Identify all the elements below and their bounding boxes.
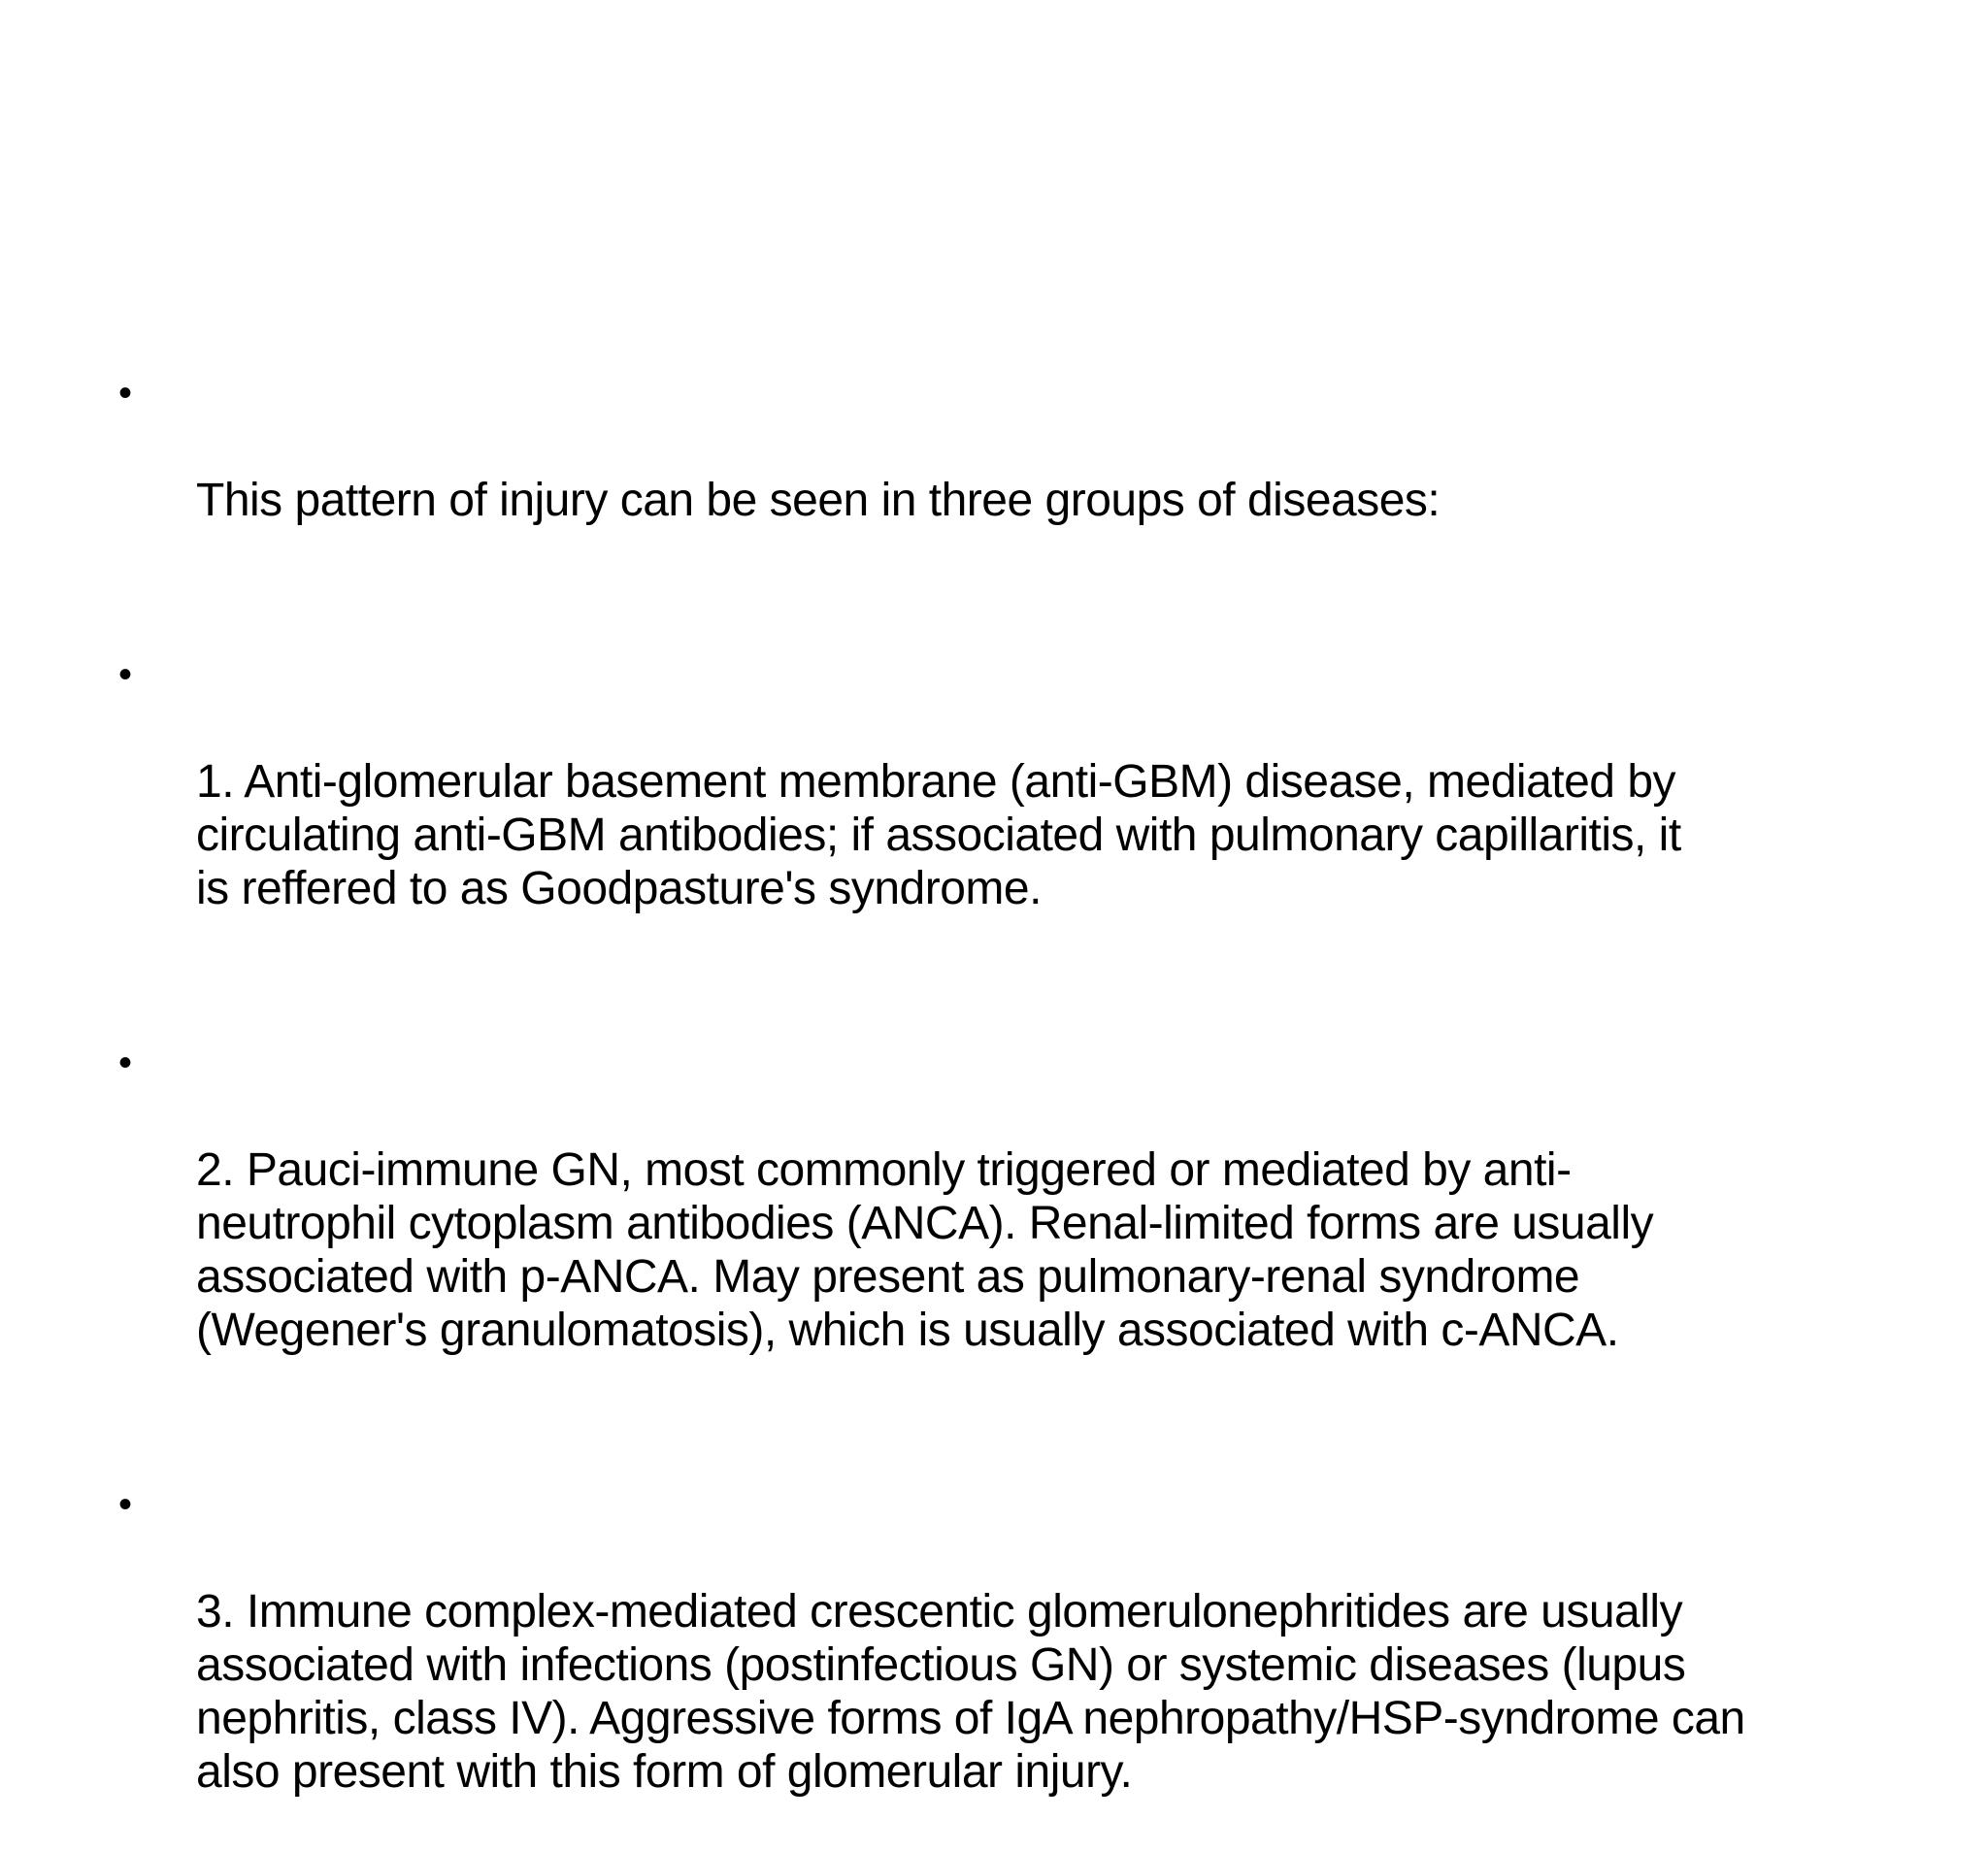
bullet-text: This pattern of injury can be seen in three groups of diseases:	[196, 475, 1441, 526]
bullet-list	[116, 367, 1903, 1852]
bullet-item-anti-gbm	[116, 648, 1903, 969]
bullet-text: 2. Pauci-immune GN, most commonly triggered or mediated by anti- neutrophil cytoplasm antibodies (ANCA). Renal-limited forms are usually associated with p-ANCA. May present as pulmonary-renal syndrome (Wegener's granulomatosis), which is usually associated with c-ANCA.	[196, 1144, 1654, 1356]
bullet-item-intro	[116, 367, 1903, 580]
bullet-item-immune-complex	[116, 1478, 1903, 1852]
bullet-icon: •	[118, 372, 132, 414]
bullet-icon: •	[118, 653, 132, 696]
bullet-text: 3. Immune complex-mediated crescentic glomerulonephritides are usually associated with infections (postinfectious GN) or systemic diseases (lupus nephritis, class IV). Aggressive forms of IgA nephropathy/HSP-syndrome can also present with this form of glomerular injury.	[196, 1586, 1745, 1798]
bullet-icon: •	[118, 1042, 132, 1084]
bullet-text: 1. Anti-glomerular basement membrane (anti-GBM) disease, mediated by circulating anti-GBM antibodies; if associated with pulmonary capillaritis, it is reffered to as Goodpasture's syndrome.	[196, 756, 1681, 914]
bullet-icon: •	[118, 1483, 132, 1526]
bullet-item-pauci-immune	[116, 1037, 1903, 1410]
